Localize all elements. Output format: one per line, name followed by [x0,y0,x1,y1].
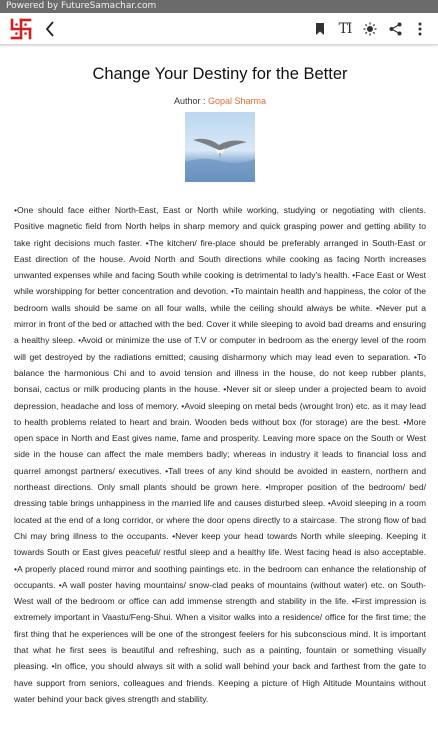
article-content [0,65,438,707]
share-icon [389,22,402,36]
article-body: •One should face either North-East, East or North while working, studying or negotiating with clients. Positive magnetic field from North helps in sharp memory and quick grasping power and getting ability to take right decisions much faster. •The kitchen/ fire-place should be preferably arranged in South-East or East direction of the house. Avoid North and South directions while cooking as facing North increases unwanted expenses while and facing South while cooking is detrimental to lady's health. •Face East or West while worshipping for better concentration and devotion. •To maintain health and happiness, the color of the bedroom walls should be same on all four walls, while the ceiling should always be white. •Never put a mirror in front of the bed or attached with the bed. Cover it while sleeping to avoid bad dreams and ensuring a healthy sleep. •Avoid or minimize the use of T.V or computer in bedroom as the energy level of the room will get destroyed by the radiations emitted; causing disharmony which may lead even to separation. •To balance the harmonious Chi and to avoid tension and illness in the house, do not keep rubber plants, bonsai, cactus or milk producing plants in the house. •Never sit or sleep under a projected beam to avoid depression, headache and loss of memory. •Avoid sleeping on metal beds (wrought Iron) etc. as it may lead to health problems related to heart and brain. Wooden beds without box (for storage) are the best. •More open space in North and East gives name, fame and prosperity. Leaving more space on the South or West side in the house can affect the male members badly; whereas in industry it leads to financial loss and quarrel amongst partners/ executives. •Tall trees of any kind should be avoided in eastern, northern and northeast directions. Only small plants should be grown here. •Improper position of the bedroom/ bed/ dressing table brings unhappiness in the married life and causes disturbed sleep. •Avoid sleeping in a room located at the end of a long corridor, or where the door opens directly to a staircase. The strong flow of bad Chi may bring illness to the occupants. •Never keep your head towards North while sleeping. Keeping it towards South or East gives peaceful/ restful sleep and a healthy life. West facing head is also acceptable. •A properly placed round mirror and soothing paintings etc. in the bedroom can enhance the relationship of occupants. •A wall poster having mountains/ snow-clad peaks of mountains (without water) etc. on South-West wall of the bedroom or office can add immense strength and stability in the life. •First impression is extremely important in Vaastu/Feng-Shui. When a visitor walks into a residence/ office for the first time; the first thing that he experiences will be one of the strongest feelers for his subconscious mind. It is important that what he first sees is beautiful and refreshing, such as a painting, fountain or something visually pleasing. •In office, you should always sit with a solid wall behind your back and farthest from the gate to have support from seniors, colleagues and friends. Keeping a picture of High Altitude Mountains without water behind your back gives strength and stability. [14,205,426,704]
author-label: Author : [173,96,208,106]
chevron-left-icon [45,21,55,37]
text-size-button[interactable] [333,16,357,42]
status-bar-text: Powered by FutureSamachar.com [6,1,157,11]
brightness-button[interactable] [358,16,382,42]
app-bar [0,13,438,45]
author-line [14,96,426,106]
article-image-wrapper [14,112,426,182]
more-button[interactable] [408,16,432,42]
article-title: Change Your Destiny for the Better [92,65,348,83]
text-size-icon: TI [338,20,352,37]
status-bar [0,0,438,13]
more-vert-icon [418,22,422,36]
author-name[interactable]: Gopal Sharma [208,96,267,106]
back-button[interactable] [40,16,60,42]
article-image [185,112,255,182]
swastik-icon [8,16,34,42]
bookmark-icon [315,22,325,36]
brightness-icon [363,22,377,36]
share-button[interactable] [383,16,407,42]
bookmark-button[interactable] [308,16,332,42]
